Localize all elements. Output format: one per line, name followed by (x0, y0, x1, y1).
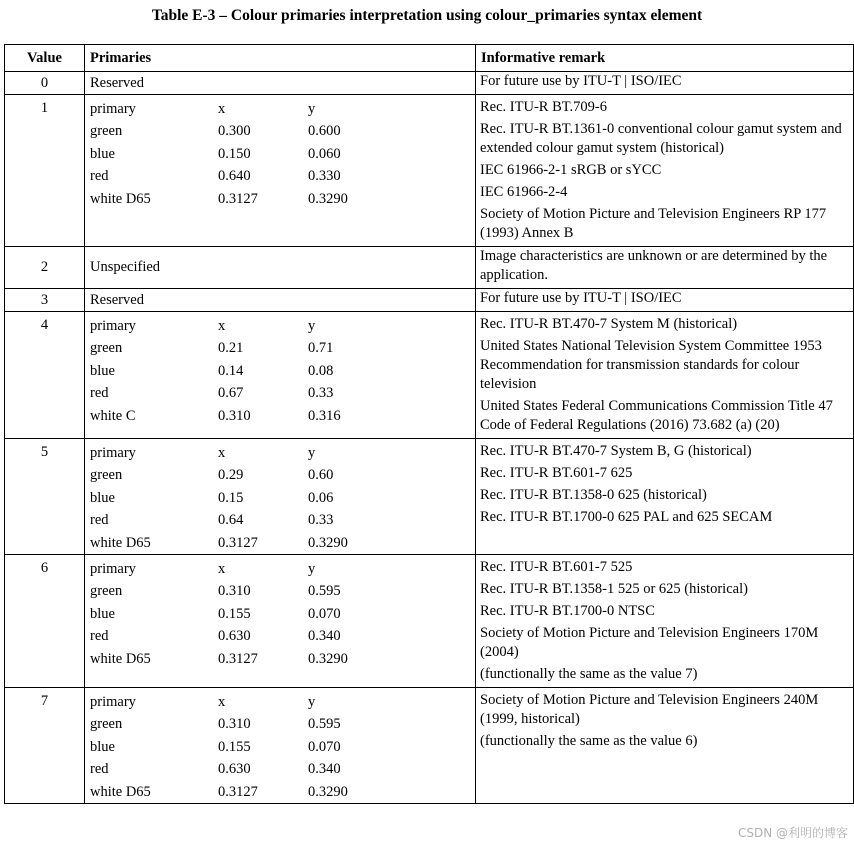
primary-x: 0.640 (218, 168, 251, 185)
value-cell: 2 (5, 247, 85, 289)
primaries-line (90, 487, 475, 509)
remark-line: United States National Television System Committee 1953 Recommendation for transmission standards for colour television (480, 338, 822, 392)
remark-line: (functionally the same as the value 6) (480, 732, 698, 749)
value-cell: 6 (5, 554, 85, 687)
primary-name: blue (90, 738, 115, 755)
primaries-line (90, 337, 475, 359)
header-primaries: Primaries (85, 45, 476, 72)
primaries-line (90, 532, 475, 554)
primaries-line (90, 360, 475, 382)
value-cell: 3 (5, 289, 85, 312)
remark-cell (476, 289, 854, 312)
primaries-line (90, 315, 475, 337)
primary-x: x (218, 318, 226, 334)
primary-x: 0.3127 (218, 534, 258, 551)
primaries-line (90, 405, 475, 427)
remark-cell (476, 247, 854, 289)
primary-x: 0.21 (218, 340, 244, 357)
primary-name: red (90, 512, 109, 529)
remark-cell (476, 687, 854, 803)
primaries-line (90, 120, 475, 142)
primaries-cell (85, 439, 476, 555)
primary-y: 0.3290 (308, 534, 348, 551)
primary-y: y (308, 101, 316, 117)
primary-name: white D65 (90, 190, 151, 207)
primaries-line (90, 464, 475, 486)
primary-name: red (90, 168, 109, 185)
remark-line: Rec. ITU-R BT.1358-1 525 or 625 (historical) (480, 580, 748, 597)
remark-line: Rec. ITU-R BT.470-7 System M (historical) (480, 316, 738, 332)
primary-y: 0.60 (308, 467, 334, 484)
primary-y: 0.070 (308, 605, 341, 622)
remark-line: Rec. ITU-R BT.1700-0 625 PAL and 625 SECAM (480, 509, 773, 525)
primary-y: 0.08 (308, 362, 334, 379)
value-cell: 5 (5, 439, 85, 555)
primaries-line (90, 509, 475, 531)
primary-x: 0.310 (218, 716, 251, 733)
primary-y: 0.3290 (308, 650, 348, 667)
remark-line: Rec. ITU-R BT.601-7 625 (480, 465, 633, 481)
table-row (5, 439, 854, 555)
primary-y: 0.33 (308, 512, 334, 529)
remark-cell (476, 439, 854, 555)
primaries-line (90, 165, 475, 187)
primaries-line (90, 713, 475, 735)
table-title: Table E-3 – Colour primaries interpretation using colour_primaries syntax element (151, 7, 703, 24)
remark-line: Rec. ITU-R BT.1700-0 NTSC (480, 602, 655, 619)
primary-x: 0.630 (218, 761, 251, 778)
value-cell: 7 (5, 687, 85, 803)
remark-line: Rec. ITU-R BT.1358-0 625 (historical) (480, 487, 707, 503)
remark-line: Rec. ITU-R BT.709-6 (480, 99, 607, 115)
primaries-cell (85, 95, 476, 247)
remark-line: Society of Motion Picture and Television Engineers 170M (2004) (480, 624, 819, 660)
primary-name: white D65 (90, 650, 151, 667)
table-row (5, 247, 854, 289)
primaries-line (90, 648, 475, 670)
primary-x: x (218, 445, 226, 461)
primary-y: 0.070 (308, 738, 341, 755)
table-row (5, 95, 854, 247)
table-row (5, 72, 854, 95)
primary-x: 0.3127 (218, 190, 258, 207)
primary-name: primary (90, 318, 136, 334)
remark-cell (476, 72, 854, 95)
remark-line: Rec. ITU-R BT.1361-0 conventional colour gamut system and extended colour gamut system (historical) (480, 121, 842, 156)
primary-name: white D65 (90, 783, 151, 800)
primaries-line (90, 625, 475, 647)
primary-name: green (90, 716, 123, 733)
remark-cell (476, 95, 854, 247)
primary-name: blue (90, 145, 115, 162)
primaries-line (90, 781, 475, 803)
primaries-line (90, 143, 475, 165)
primary-y: 0.340 (308, 761, 341, 778)
primaries-line (90, 758, 475, 780)
remark-line: (functionally the same as the value 7) (480, 665, 698, 682)
primaries-line (90, 98, 475, 120)
primaries-line (90, 691, 475, 713)
remark-line: Society of Motion Picture and Television Engineers RP 177 (1993) Annex B (480, 206, 827, 241)
primary-y: y (308, 445, 316, 461)
primary-name: red (90, 761, 109, 778)
primaries-cell: Reserved (85, 289, 476, 312)
colour-primaries-table (4, 44, 854, 804)
primary-name: green (90, 467, 123, 484)
primaries-line (90, 188, 475, 210)
primaries-line (90, 580, 475, 602)
primaries-line (90, 603, 475, 625)
primary-name: green (90, 123, 123, 140)
primaries-line (90, 736, 475, 758)
primary-x: 0.67 (218, 385, 244, 402)
primaries-cell: Reserved (85, 72, 476, 95)
watermark: CSDN @利明的博客 (737, 826, 848, 840)
primary-y: 0.06 (308, 489, 334, 506)
primary-x: 0.310 (218, 583, 251, 600)
header-remark: Informative remark (476, 45, 854, 72)
primaries-cell (85, 687, 476, 803)
primary-y: 0.330 (308, 168, 341, 185)
table-body (5, 72, 854, 804)
primary-x: 0.155 (218, 738, 251, 755)
primary-y: 0.060 (308, 145, 341, 162)
table-row (5, 687, 854, 803)
primary-y: 0.595 (308, 716, 341, 733)
primary-name: primary (90, 560, 136, 577)
remark-line: For future use by ITU-T | ISO/IEC (480, 73, 682, 89)
remark-line: Rec. ITU-R BT.601-7 525 (480, 558, 633, 575)
primaries-cell (85, 554, 476, 687)
primary-y: y (308, 318, 316, 334)
primary-x: 0.155 (218, 605, 251, 622)
primary-name: red (90, 385, 109, 402)
remark-line: For future use by ITU-T | ISO/IEC (480, 290, 682, 306)
table-row (5, 312, 854, 439)
primaries-line (90, 442, 475, 464)
primary-x: x (218, 101, 226, 117)
primary-x: 0.64 (218, 512, 244, 529)
primary-x: 0.14 (218, 362, 244, 379)
remark-cell (476, 312, 854, 439)
primary-name: green (90, 583, 123, 600)
primary-x: 0.150 (218, 145, 251, 162)
primary-y: 0.3290 (308, 783, 348, 800)
primary-name: primary (90, 101, 136, 117)
primary-x: 0.310 (218, 407, 251, 424)
primary-name: white D65 (90, 534, 151, 551)
table-row (5, 289, 854, 312)
remark-line: IEC 61966-2-1 sRGB or sYCC (480, 162, 662, 178)
remark-line: United States Federal Communications Commission Title 47 Code of Federal Regulations (2016) 73.682 (a) (20) (480, 398, 833, 433)
primaries-line (90, 558, 475, 580)
remark-line: Image characteristics are unknown or are determined by the application. (480, 248, 828, 283)
primary-name: white C (90, 407, 136, 424)
value-cell: 1 (5, 95, 85, 247)
primary-name: blue (90, 362, 115, 379)
primary-name: red (90, 628, 109, 645)
primary-y: 0.33 (308, 385, 334, 402)
primary-y: 0.3290 (308, 190, 348, 207)
header-value: Value (5, 45, 85, 72)
primary-name: blue (90, 605, 115, 622)
primaries-line (90, 382, 475, 404)
primary-y: y (308, 693, 316, 710)
primary-x: 0.300 (218, 123, 251, 140)
primary-x: 0.630 (218, 628, 251, 645)
value-cell: 4 (5, 312, 85, 439)
remark-cell (476, 554, 854, 687)
primary-name: blue (90, 489, 115, 506)
remark-line: Society of Motion Picture and Television Engineers 240M (1999, historical) (480, 691, 819, 727)
primary-name: primary (90, 445, 136, 461)
primaries-cell: Unspecified (85, 247, 476, 289)
remark-line: Rec. ITU-R BT.470-7 System B, G (historical) (480, 443, 752, 459)
primary-x: 0.3127 (218, 783, 258, 800)
remark-line: IEC 61966-2-4 (480, 184, 568, 200)
primary-y: y (308, 560, 316, 577)
primary-y: 0.316 (308, 407, 341, 424)
primaries-cell (85, 312, 476, 439)
primary-y: 0.595 (308, 583, 341, 600)
primary-y: 0.71 (308, 340, 334, 357)
primary-name: primary (90, 693, 136, 710)
primary-y: 0.340 (308, 628, 341, 645)
table-header-row (5, 45, 854, 72)
primary-x: 0.29 (218, 467, 244, 484)
primary-y: 0.600 (308, 123, 341, 140)
primary-x: x (218, 693, 226, 710)
primary-x: 0.3127 (218, 650, 258, 667)
table-row (5, 554, 854, 687)
primary-x: x (218, 560, 226, 577)
value-cell: 0 (5, 72, 85, 95)
primary-name: green (90, 340, 123, 357)
primary-x: 0.15 (218, 489, 244, 506)
